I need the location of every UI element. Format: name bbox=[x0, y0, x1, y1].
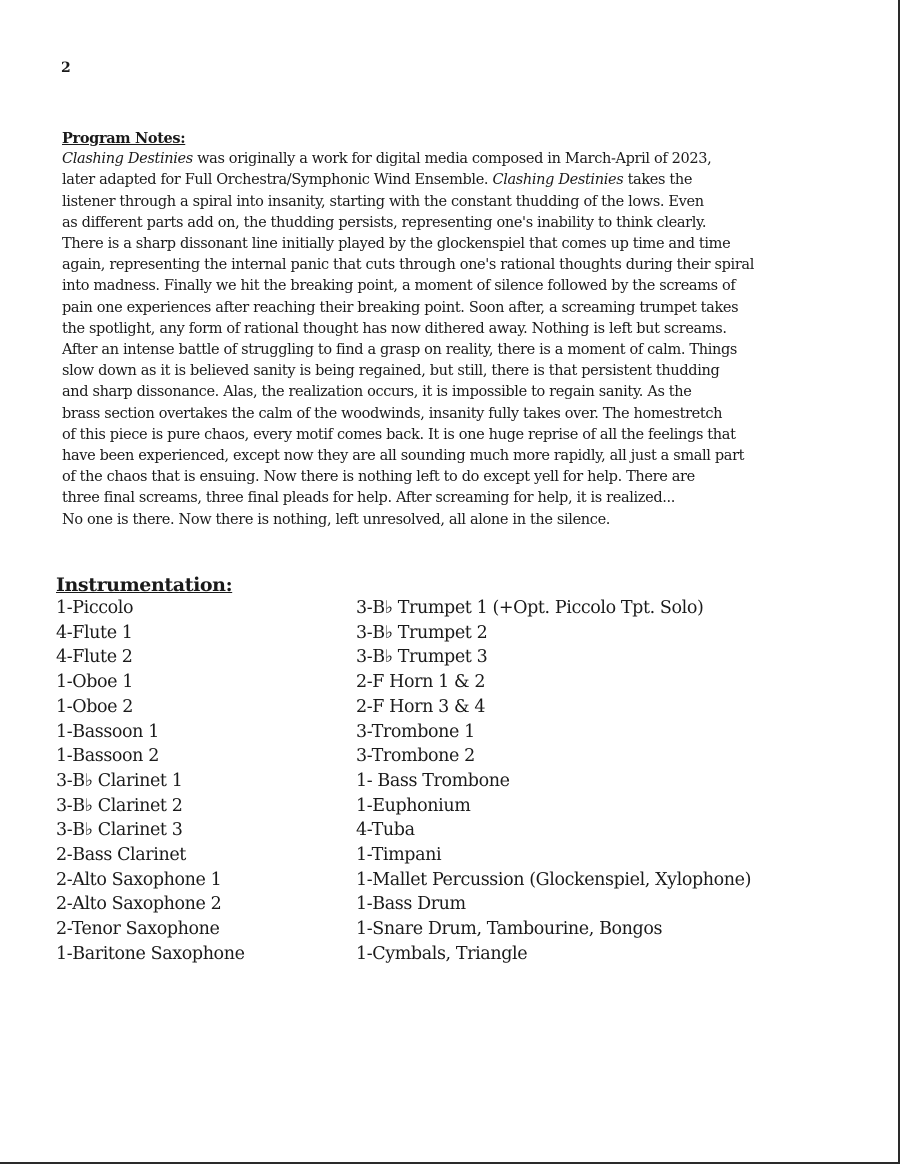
program-notes-body bbox=[62, 149, 882, 531]
instrument-list-right bbox=[356, 596, 751, 967]
program-notes-line bbox=[62, 255, 882, 276]
instrument-item: 1-Oboe 1 bbox=[56, 672, 133, 693]
page-number: 2 bbox=[61, 60, 71, 76]
instrument-item: 2-Alto Saxophone 1 bbox=[56, 869, 222, 890]
instrument-item: 1-Cymbals, Triangle bbox=[356, 943, 528, 964]
instrumentation-heading: Instrumentation: bbox=[56, 574, 233, 596]
program-notes-text: takes the bbox=[623, 172, 693, 189]
program-notes-line bbox=[62, 192, 882, 213]
program-notes-line bbox=[62, 276, 882, 297]
instrument-item: 2-F Horn 3 & 4 bbox=[356, 696, 486, 717]
program-notes-line bbox=[62, 382, 882, 403]
program-notes-text: There is a sharp dissonant line initially played by the glockenspiel that comes up time and time bbox=[62, 236, 731, 253]
program-notes-text: brass section overtakes the calm of the woodwinds, insanity fully takes over. The homestretch bbox=[62, 405, 723, 422]
program-notes-line bbox=[62, 234, 882, 255]
instrument-item: 3-B♭ Clarinet 2 bbox=[56, 795, 183, 816]
instrument-item: 3-B♭ Trumpet 2 bbox=[356, 622, 488, 643]
piece-title-italic: Clashing Destinies bbox=[62, 151, 193, 168]
program-notes-text: of this piece is pure chaos, every motif comes back. It is one huge reprise of all the feelings that bbox=[62, 426, 736, 443]
program-notes-line bbox=[62, 170, 882, 191]
piece-title-italic: Clashing Destinies bbox=[492, 172, 624, 189]
program-notes-text: was originally a work for digital media composed in March-April of 2023, bbox=[192, 151, 712, 168]
instrument-item: 3-B♭ Trumpet 3 bbox=[356, 647, 488, 668]
program-notes-line bbox=[62, 510, 882, 531]
program-notes-text: of the chaos that is ensuing. Now there is nothing left to do except yell for help. There are bbox=[62, 469, 695, 486]
program-notes-line bbox=[62, 361, 882, 382]
program-notes-line bbox=[62, 425, 882, 446]
program-notes-text: into madness. Finally we hit the breaking point, a moment of silence followed by the screams of bbox=[62, 278, 736, 295]
program-notes-line bbox=[62, 467, 882, 488]
program-notes-text: No one is there. Now there is nothing, left unresolved, all alone in the silence. bbox=[62, 511, 611, 528]
program-notes-text: again, representing the internal panic that cuts through one's rational thoughts during their spiral bbox=[62, 257, 754, 274]
instrument-list-left bbox=[56, 596, 245, 967]
instrument-item: 1-Mallet Percussion (Glockenspiel, Xylophone) bbox=[356, 869, 752, 890]
instrument-item: 4-Flute 2 bbox=[56, 647, 133, 668]
program-notes-text: as different parts add on, the thudding persists, representing one's inability to think clearly. bbox=[62, 214, 707, 231]
instrument-item: 2-Tenor Saxophone bbox=[56, 919, 220, 940]
program-notes-text: slow down as it is believed sanity is being regained, but still, there is that persistent thudding bbox=[62, 363, 720, 380]
program-notes-heading: Program Notes: bbox=[62, 130, 186, 147]
program-notes-text: pain one experiences after reaching their breaking point. Soon after, a screaming trumpet takes bbox=[62, 299, 739, 316]
program-notes-text: later adapted for Full Orchestra/Symphonic Wind Ensemble. bbox=[62, 172, 493, 189]
instrument-item: 1-Piccolo bbox=[56, 598, 134, 618]
program-notes-text: listener through a spiral into insanity, starting with the constant thudding of the lows. Even bbox=[62, 193, 704, 210]
program-notes-line bbox=[62, 340, 882, 361]
instrument-item: 1-Euphonium bbox=[356, 795, 471, 816]
program-notes-text: and sharp dissonance. Alas, the realization occurs, it is impossible to regain sanity. As the bbox=[62, 384, 692, 401]
instrument-item: 3-B♭ Trumpet 1 (+Opt. Piccolo Tpt. Solo) bbox=[356, 598, 704, 618]
instrument-item: 4-Tuba bbox=[356, 820, 415, 841]
program-notes-line bbox=[62, 319, 882, 340]
program-notes-text: the spotlight, any form of rational thought has now dithered away. Nothing is left but screams. bbox=[62, 320, 727, 337]
instrument-item: 2-Bass Clarinet bbox=[56, 845, 186, 866]
program-notes-text: have been experienced, except now they are all sounding much more rapidly, all just a small part bbox=[62, 448, 745, 465]
program-notes-line bbox=[62, 298, 882, 319]
instrument-item: 3-B♭ Clarinet 1 bbox=[56, 770, 183, 791]
instrument-item: 1-Baritone Saxophone bbox=[56, 943, 245, 964]
instrument-item: 1-Bassoon 1 bbox=[56, 721, 159, 742]
instrument-item: 1- Bass Trombone bbox=[356, 770, 510, 791]
program-notes-line bbox=[62, 446, 882, 467]
instrument-item: 3-Trombone 1 bbox=[356, 721, 475, 742]
instrument-item: 1-Snare Drum, Tambourine, Bongos bbox=[356, 919, 663, 940]
program-notes-text: After an intense battle of struggling to find a grasp on reality, there is a moment of calm. Things bbox=[62, 342, 737, 359]
instrument-item: 1-Bassoon 2 bbox=[56, 746, 159, 767]
program-notes-text: three final screams, three final pleads for help. After screaming for help, it is realized... bbox=[62, 490, 676, 507]
program-notes-line bbox=[62, 149, 882, 170]
instrument-item: 3-B♭ Clarinet 3 bbox=[56, 820, 183, 841]
instrument-item: 2-Alto Saxophone 2 bbox=[56, 894, 222, 915]
program-notes-line bbox=[62, 488, 882, 509]
instrument-item: 1-Bass Drum bbox=[356, 894, 466, 915]
instrument-item: 4-Flute 1 bbox=[56, 622, 133, 643]
program-notes-section bbox=[62, 128, 882, 531]
instrumentation-section bbox=[56, 570, 856, 964]
instrument-item: 1-Oboe 2 bbox=[56, 696, 133, 717]
instrument-item: 1-Timpani bbox=[356, 845, 442, 866]
program-notes-line bbox=[62, 213, 882, 234]
program-notes-line bbox=[62, 404, 882, 425]
instrument-item: 3-Trombone 2 bbox=[356, 746, 475, 767]
instrument-item: 2-F Horn 1 & 2 bbox=[356, 672, 486, 693]
